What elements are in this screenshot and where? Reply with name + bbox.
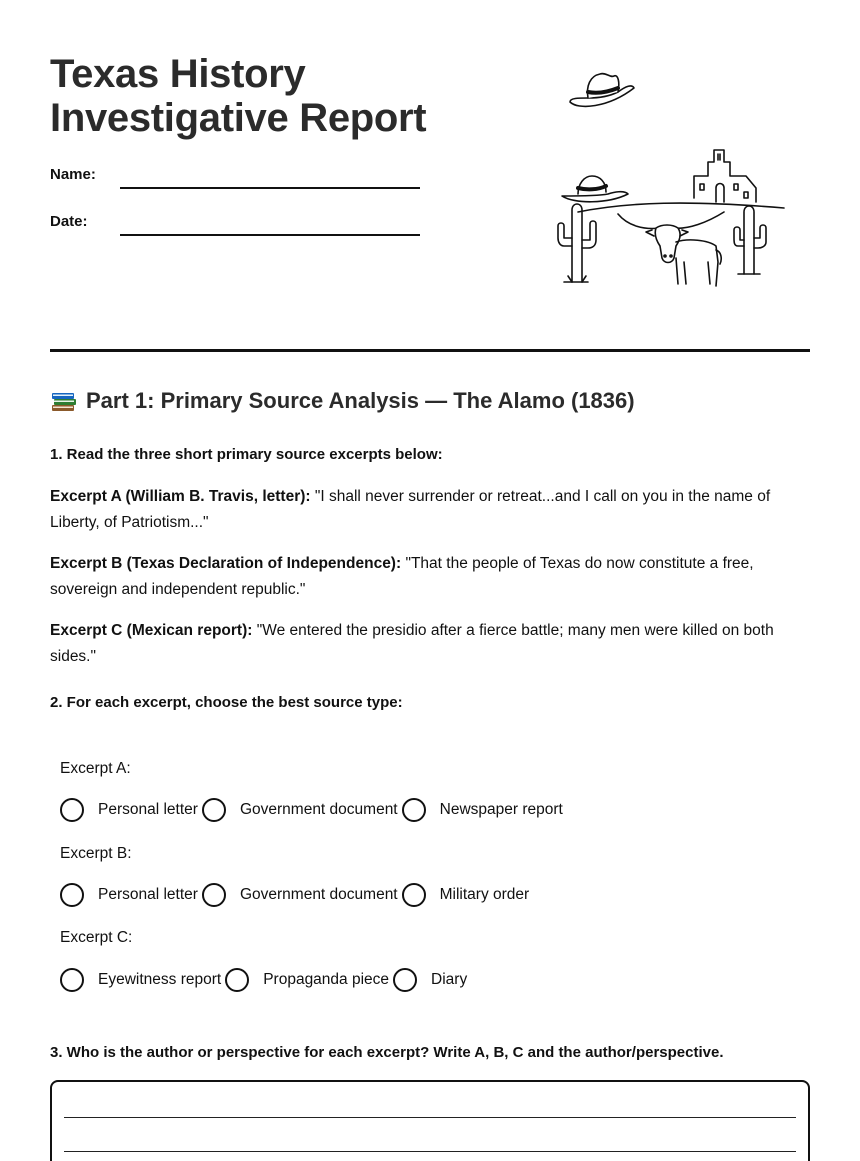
radio-button[interactable]	[60, 798, 84, 822]
excerpt-b-text: "That the people of Texas do now constitute a free, sovereign and independent republic."	[50, 555, 754, 598]
answer-line	[64, 1117, 796, 1118]
question-3: 3. Who is the author or perspective for each excerpt? Write A, B, C and the author/perspective.	[50, 1044, 724, 1061]
answer-line	[64, 1151, 796, 1152]
excerpt-a	[50, 484, 810, 536]
choice-label-c: Excerpt C:	[60, 929, 133, 946]
radio-option[interactable]	[60, 883, 202, 907]
radio-button[interactable]	[402, 798, 426, 822]
radio-option[interactable]	[60, 968, 225, 992]
texas-illustration	[548, 62, 798, 294]
name-label: Name:	[50, 166, 96, 183]
title-line-1: Texas History	[50, 52, 306, 96]
radio-button[interactable]	[225, 968, 249, 992]
radio-label: Eyewitness report	[98, 971, 222, 988]
radio-button[interactable]	[402, 883, 426, 907]
radio-option[interactable]	[202, 798, 402, 822]
choice-label-a: Excerpt A:	[60, 760, 131, 777]
radio-option[interactable]	[225, 968, 393, 992]
part-1-heading	[50, 388, 635, 414]
radio-label: Diary	[431, 971, 468, 988]
cactus-right-icon	[734, 206, 766, 274]
choice-label-b: Excerpt B:	[60, 845, 132, 862]
question-2: 2. For each excerpt, choose the best source type:	[50, 694, 403, 711]
excerpt-c-text: "We entered the presidio after a fierce battle; many men were killed on both sides."	[50, 622, 774, 665]
excerpt-c	[50, 618, 810, 670]
radio-label: Newspaper report	[439, 801, 563, 818]
radio-option[interactable]	[60, 798, 202, 822]
choice-row-c	[60, 968, 471, 992]
radio-label: Government document	[239, 801, 398, 818]
radio-label: Military order	[439, 886, 530, 903]
radio-button[interactable]	[60, 883, 84, 907]
section-divider	[50, 349, 810, 352]
excerpt-b	[50, 551, 810, 603]
radio-label: Propaganda piece	[263, 971, 390, 988]
longhorn-icon	[618, 212, 724, 286]
choice-row-a	[60, 798, 567, 822]
choice-row-b	[60, 883, 533, 907]
page-title	[50, 52, 426, 140]
excerpt-a-label: Excerpt A (William B. Travis, letter):	[50, 488, 311, 505]
radio-button[interactable]	[60, 968, 84, 992]
excerpt-a-text: "I shall never surrender or retreat...and I call on you in the name of Liberty, of Patriotism..."	[50, 488, 771, 531]
radio-option[interactable]	[402, 798, 567, 822]
cowboy-hat-icon	[570, 74, 634, 107]
radio-label: Personal letter	[98, 801, 198, 818]
cowboy-hat-on-cactus-icon	[562, 176, 628, 202]
radio-option[interactable]	[402, 883, 534, 907]
date-label: Date:	[50, 213, 88, 230]
answer-box-q3[interactable]	[50, 1080, 810, 1161]
books-icon	[50, 388, 78, 414]
name-field[interactable]	[120, 187, 420, 189]
alamo-mission-icon	[694, 150, 756, 202]
radio-button[interactable]	[202, 883, 226, 907]
date-field[interactable]	[120, 234, 420, 236]
title-line-2: Investigative Report	[50, 96, 427, 140]
radio-option[interactable]	[202, 883, 402, 907]
excerpt-b-label: Excerpt B (Texas Declaration of Independence):	[50, 555, 402, 572]
question-1: 1. Read the three short primary source excerpts below:	[50, 446, 443, 463]
radio-option[interactable]	[393, 968, 471, 992]
excerpt-c-label: Excerpt C (Mexican report):	[50, 622, 253, 639]
radio-label: Government document	[239, 886, 398, 903]
radio-button[interactable]	[202, 798, 226, 822]
radio-button[interactable]	[393, 968, 417, 992]
cactus-left-icon	[558, 204, 596, 282]
radio-label: Personal letter	[98, 886, 198, 903]
part-1-heading-text: Part 1: Primary Source Analysis — The Alamo (1836)	[86, 388, 635, 413]
